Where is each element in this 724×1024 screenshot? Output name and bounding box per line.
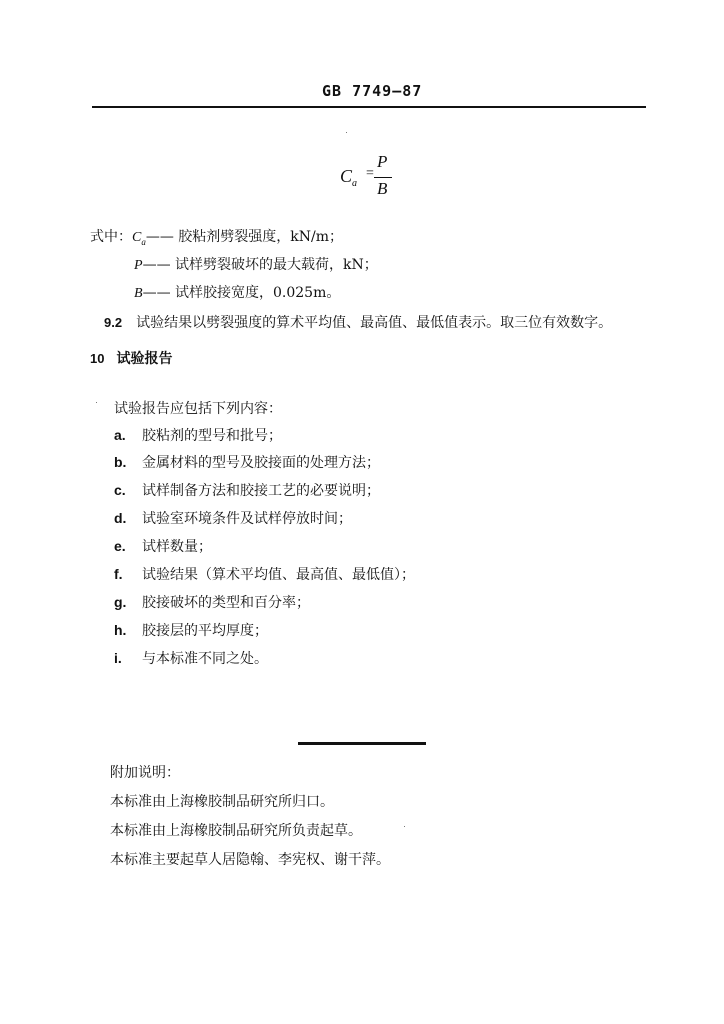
item-text: 试样数量； bbox=[142, 539, 212, 555]
section-heading bbox=[90, 348, 172, 368]
formula-denominator: B bbox=[377, 179, 388, 198]
definition-text: —— 试样胶接宽度，0.025m。 bbox=[142, 285, 341, 301]
notes-line: 本标准主要起草人居隐翰、李宪权、谢干萍。 bbox=[110, 852, 390, 868]
list-item bbox=[114, 480, 380, 500]
list-item bbox=[114, 648, 268, 668]
definition-line bbox=[134, 254, 378, 274]
formula-equals: = bbox=[366, 166, 374, 181]
list-item bbox=[114, 564, 415, 584]
report-intro: 试验报告应包括下列内容： bbox=[114, 401, 282, 417]
list-item bbox=[114, 592, 310, 612]
item-letter: a. bbox=[114, 427, 126, 443]
list-item bbox=[114, 536, 212, 556]
item-text: 试验室环境条件及试样停放时间； bbox=[142, 511, 352, 527]
definition-text: —— 试样劈裂破坏的最大载荷，kN； bbox=[142, 257, 378, 273]
notes-line: 本标准由上海橡胶制品研究所归口。 bbox=[110, 794, 334, 810]
header-rule bbox=[92, 106, 646, 108]
list-item bbox=[114, 508, 352, 528]
definition-symbol: $C_a$ bbox=[132, 230, 146, 247]
item-text: 胶粘剂的型号和批号； bbox=[142, 428, 282, 444]
definition-text: —— 胶粘剂劈裂强度，kN/m； bbox=[145, 229, 344, 245]
section-title: 试验报告 bbox=[116, 351, 173, 367]
formula-lhs: $C_a$ bbox=[340, 166, 358, 189]
formula bbox=[340, 152, 420, 204]
formula-lhs-subscript: a bbox=[352, 178, 358, 189]
notes-title: 附加说明： bbox=[110, 765, 180, 781]
item-text: 金属材料的型号及胶接面的处理方法； bbox=[142, 455, 380, 471]
item-text: 胶接层的平均厚度； bbox=[142, 623, 268, 639]
clause-9-2 bbox=[104, 312, 612, 332]
item-letter: d. bbox=[114, 510, 127, 526]
item-letter: c. bbox=[114, 482, 126, 498]
definition-symbol: P bbox=[134, 258, 143, 273]
item-letter: g. bbox=[114, 594, 127, 610]
scan-speck bbox=[404, 826, 405, 827]
clause-number: 9.2 bbox=[104, 315, 123, 330]
definition-prefix: 式中： bbox=[90, 229, 132, 245]
item-letter: b. bbox=[114, 454, 127, 470]
end-of-standard-rule bbox=[298, 742, 426, 745]
item-letter: h. bbox=[114, 622, 127, 638]
list-item bbox=[114, 452, 380, 472]
notes-line: 本标准由上海橡胶制品研究所负责起草。 bbox=[110, 823, 362, 839]
list-item bbox=[114, 425, 282, 445]
list-item bbox=[114, 620, 268, 640]
item-letter: f. bbox=[114, 566, 123, 582]
item-text: 胶接破坏的类型和百分率； bbox=[142, 595, 310, 611]
definition-symbol: B bbox=[134, 286, 143, 301]
item-letter: i. bbox=[114, 650, 122, 666]
item-text: 与本标准不同之处。 bbox=[142, 651, 268, 667]
item-text: 试验结果（算术平均值、最高值、最低值）； bbox=[142, 567, 415, 583]
fraction-bar bbox=[374, 177, 392, 178]
definition-line bbox=[90, 226, 343, 246]
document-code: GB 7749—87 bbox=[322, 82, 423, 100]
formula-numerator: P bbox=[377, 152, 388, 171]
item-letter: e. bbox=[114, 538, 126, 554]
clause-text: 试验结果以劈裂强度的算术平均值、最高值、最低值表示。取三位有效数字。 bbox=[136, 315, 613, 331]
scan-speck bbox=[96, 402, 97, 403]
section-number: 10 bbox=[90, 351, 105, 366]
definition-line bbox=[134, 282, 340, 302]
scan-speck bbox=[346, 132, 347, 133]
item-text: 试样制备方法和胶接工艺的必要说明； bbox=[142, 483, 380, 499]
